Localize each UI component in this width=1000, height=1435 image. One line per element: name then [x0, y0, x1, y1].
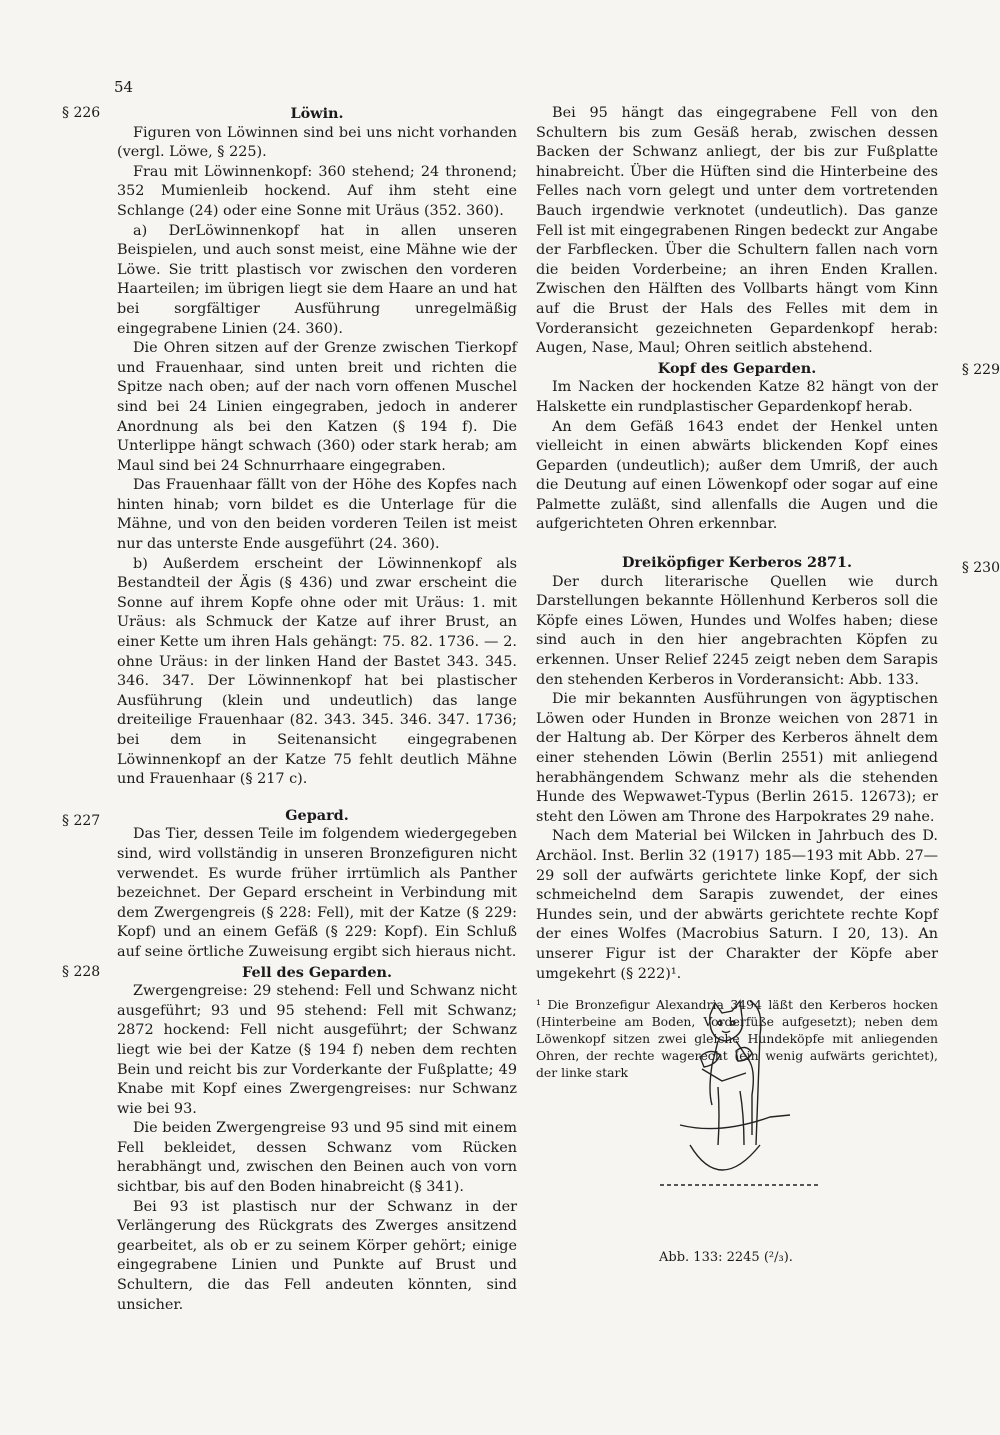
- paragraph: Das Frauenhaar fällt von der Höhe des Kopfes nach hinten hinab; vorn bildet es die Unterlage für die Mähne, und von den beiden vorderen Teilen ist meist nur das unterste Ende ausgeführt (24. 360).: [117, 477, 517, 553]
- paragraph: Der durch literarische Quellen wie durch Darstellungen bekannte Höllenhund Kerberos soll die Köpfe eines Löwen, Hundes und Wolfes haben; diese sind auch in den hier angebrachten Köpfen zu erkennen. Unser Relief 2245 zeigt neben dem Sarapis den stehenden Kerberos in Vorderansicht: Abb. 133.: [536, 573, 938, 688]
- paragraph: Das Tier, dessen Teile im folgendem wiedergegeben sind, wird vollständig in unseren Bronzefiguren nicht verwendet. Es wurde früher irrtümlich als Panther bezeichnet. Der Gepard erscheint in Verbindung mit dem Zwergengreis (§ 228: Fell), mit der Katze (§ 229: Kopf) und an einem Gefäß (§ 229: Kopf). Ein Schluß auf seine örtliche Zuweisung ergibt sich hieraus nicht.: [117, 826, 517, 960]
- section-title: Fell des Geparden.: [242, 963, 392, 981]
- paragraph: An dem Gefäß 1643 endet der Henkel unten vielleicht in einen abwärts blickenden Kopf eines Geparden (undeutlich); außer dem Umriß, der auch die Deutung auf einen Löwenkopf oder sogar auf eine Palmette zuläßt, sind allenfalls die Augen und die aufgerichteten Ohren erkennbar.: [536, 418, 938, 533]
- paragraph: Bei 95 hängt das eingegrabene Fell von den Schultern bis zum Gesäß herab, zwischen dessen Backen der Schwanz anliegt, der bis zur Fußplatte hinabreicht. Über die Hüften sind die Hinterbeine des Felles nach vorn gelegt und unter dem vortretenden Bauch irgendwie verknotet (undeutlich). Das ganze Fell ist mit eingegrabenen Ringen bedeckt zur Angabe der Farbflecken. Über die Schultern fallen nach vorn die beiden Vorderbeine; an ihren Enden Krallen. Zwischen den Hälften des Vollbarts hängt vom Kinn auf die Brust der Hals des Felles mit dem in Vorderansicht gezeichneten Gepardenkopf herab: Augen, Nase, Maul; Ohren seitlich abstehend.: [536, 105, 938, 357]
- section-228-heading: [62, 963, 517, 983]
- eye-left: [718, 1021, 722, 1025]
- section-229-heading: [536, 359, 1000, 379]
- section-226-heading: [62, 104, 517, 124]
- paragraph: a) DerLöwinnenkopf hat in allen unseren Beispielen, und auch sonst meist, eine Mähne wie der Löwe. Sie tritt plastisch vor zwischen den vorderen Haarteilen; im übrigen liegt sie dem Haare an und hat bei sorgfältiger Ausführung unregelmäßig eingegrabene Linien (24. 360).: [117, 222, 517, 337]
- section-227-heading: [62, 806, 517, 829]
- section-230-heading: [536, 553, 1000, 577]
- section-number: § 229: [961, 361, 1000, 378]
- section-title: Gepard.: [285, 806, 349, 824]
- paragraph: Bei 93 ist plastisch nur der Schwanz in der Verlängerung des Rückgrats des Zwerges ansitzend gearbeitet, als ob er zu seinem Körper gehört; einige eingegrabene Linien und Punkte auf Brust und Schultern, die das Fell andeuten könnten, sind unsicher.: [117, 1198, 517, 1313]
- footnote-text: ¹ Die Bronzefigur Alexandria 3494 läßt den Kerberos hocken (Hinterbeine am Boden, Vorderfüße aufgesetzt); neben dem Löwenkopf sitzen zwei gleiche Hundeköpfe mit anliegenden Ohren, der rechte wagerecht (ein wenig aufwärts gerichtet), der linke stark: [536, 997, 938, 1081]
- page-number: 54: [114, 78, 134, 96]
- section-title: Kopf des Geparden.: [657, 359, 817, 377]
- kerberos-relief-figure: [660, 995, 820, 1195]
- paragraph: Zwergengreise: 29 stehend: Fell und Schwanz nicht ausgeführt; 93 und 95 stehend: Fell mit Schwanz; 2872 hockend: Fell nicht ausgeführt; der Schwanz liegt wie bei der Katze (§ 194 f) neben dem rechten Bein und reicht bis zur Vorderkante der Fußplatte; 49 Knabe mit Kopf eines Zwergengreises: nur Schwanz wie bei 93.: [117, 983, 517, 1117]
- left-column: [62, 104, 517, 1315]
- paragraph: Nach dem Material bei Wilcken in Jahrbuch des D. Archäol. Inst. Berlin 32 (1917) 185—193 mit Abb. 27—29 soll der aufwärts gerichtete linke Kopf, der sich schmeichelnd dem Sarapis zuwendet, der eines Hundes sein, und der abwärts gerichtete rechte Kopf der eines Wolfes (Macrobius Saturn. I 20, 13). An unserer Figur ist der Charakter der Köpfe aber umgekehrt (§ 222)¹.: [536, 828, 938, 982]
- paragraph: Die mir bekannten Ausführungen von ägyptischen Löwen oder Hunden in Bronze weichen von 2871 in der Haltung ab. Der Körper des Kerberos ähnelt dem einer stehenden Löwin (Berlin 2551) mit anliegend herabhängendem Schwanz mehr als die stehenden Hunde des Wepwawet-Typus (Berlin 2615. 12673); er steht den Löwen am Throne des Harpokrates 29 nahe.: [536, 691, 938, 825]
- sarapis-head-outline: [710, 1001, 743, 1041]
- section-number: § 226: [62, 105, 101, 121]
- section-number: § 230: [961, 560, 1000, 577]
- paragraph: Die beiden Zwergengreise 93 und 95 sind mit einem Fell bekleidet, dessen Schwanz vom Rücken herabhängt und, zwischen den Beinen auch von vorn sichtbar, bis auf den Boden hinabreicht (§ 341).: [117, 1120, 517, 1196]
- paragraph: Die Ohren sitzen auf der Grenze zwischen Tierkopf und Frauenhaar, sind unten breit und richten die Spitze nach oben; auf der nach vorn offenen Muschel sind bei 24 Linien eingegraben, jedoch in anderer Anordnung als bei den Katzen (§ 194 f). Die Unterlippe hängt schwach (360) oder stark herab; am Maul sind bei 24 Schnurrhaare eingegraben.: [117, 340, 517, 474]
- right-column: [536, 104, 1000, 1081]
- paragraph: Figuren von Löwinnen sind bei uns nicht vorhanden (vergl. Löwe, § 225).: [117, 124, 517, 161]
- kerberos-head-left: [700, 1051, 720, 1067]
- section-number: § 227: [62, 812, 101, 829]
- section-title: Dreiköpfiger Kerberos 2871.: [621, 554, 853, 572]
- eye-right: [731, 1021, 735, 1025]
- section-number: § 228: [62, 963, 101, 980]
- section-title: Löwin.: [290, 105, 344, 122]
- paragraph: Im Nacken der hockenden Katze 82 hängt von der Halskette ein rundplastischer Gepardenkopf herab.: [536, 379, 938, 415]
- paragraph: Frau mit Löwinnenkopf: 360 stehend; 24 thronend; 352 Mumienleib hockend. Auf ihm steht eine Schlange (24) oder eine Sonne mit Uräus (352. 360).: [117, 163, 517, 219]
- figure-caption: Abb. 133: 2245 (²/₃).: [659, 1250, 793, 1265]
- paragraph: b) Außerdem erscheint der Löwinnenkopf als Bestandteil der Ägis (§ 436) und zwar erscheint die Sonne auf ihrem Kopfe ohne oder mit Uräus: 1. mit Uräus: als Schmuck der Katze auf ihrer Brust, an einer Kette um ihren Hals gehängt: 75. 82. 1736. — 2. ohne Uräus: in der linken Hand der Bastet 343. 345. 346. 347. Der Löwinnenkopf hat bei plastischer Ausführung (klein und undeutlich) das lange dreiteilige Frauenhaar (82. 343. 345. 346. 347. 1736; bei dem in Seitenansicht eingegrabenen Löwinnenkopf an der Katze 75 fehlt deutlich Mähne und Frauenhaar (§ 217 c).: [117, 555, 517, 788]
